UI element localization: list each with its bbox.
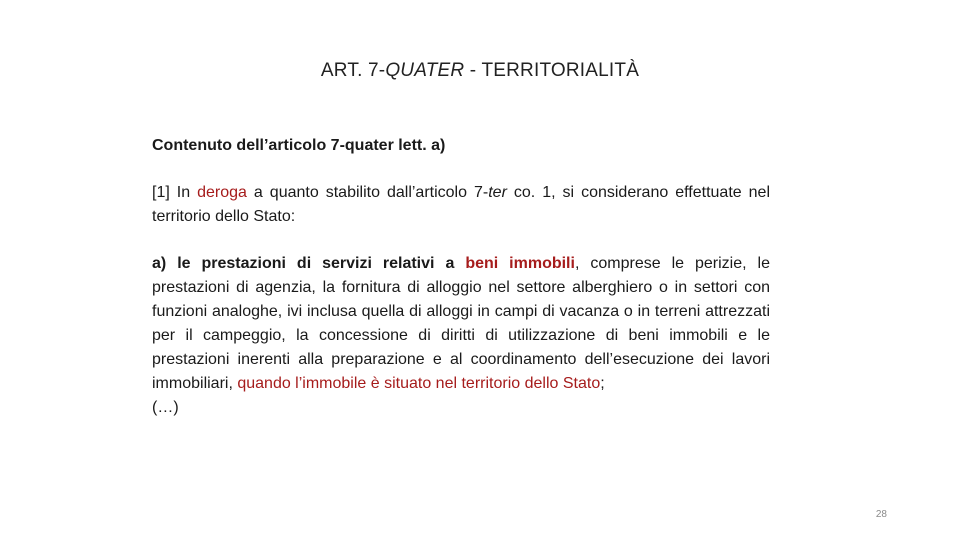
slide-content (152, 134, 770, 420)
p1-text-1: [1] In (152, 184, 198, 201)
p2-text-3: , comprese le perizie, le prestazioni di agenzia, la fornitura di alloggio nel settore alberghiero o in settori con funzioni analoghe, ivi inclusa quella di alloggi in campi di vacanza o in terreni attrezzati per il campeggio, la concessione di diritti di utilizzazione di beni immobili e le prestazioni inerenti alla preparazione e al coordinamento dell’esecuzione dei lavori immobiliari, (152, 255, 770, 392)
p1-text-5: co. 1, si considerano effettuate nel territorio dello Stato: (152, 184, 770, 225)
slide-title (0, 60, 960, 82)
title-italic: QUATER (385, 60, 465, 81)
p2-highlight-location: quando l’immobile è situato nel territorio dello Stato (237, 375, 601, 392)
p1-italic-ter: ter (488, 184, 507, 201)
content-subheading: Contenuto dell’articolo 7-quater lett. a) (152, 137, 446, 154)
p2-highlight-beni-immobili: beni immobili (465, 255, 575, 272)
p1-text-3: a quanto stabilito dall’articolo 7- (246, 184, 489, 201)
p2-bold-intro: a) le prestazioni di servizi relativi a (152, 255, 466, 272)
title-prefix: ART. 7- (320, 60, 386, 81)
paragraph-letter-a (152, 252, 770, 396)
p2-text-5: ; (600, 375, 605, 392)
page-number: 28 (875, 509, 887, 520)
paragraph-derogation (152, 181, 770, 229)
title-suffix: - TERRITORIALITÀ (464, 60, 640, 81)
p1-highlight-deroga: deroga (197, 184, 247, 201)
ellipsis: (…) (152, 399, 179, 416)
